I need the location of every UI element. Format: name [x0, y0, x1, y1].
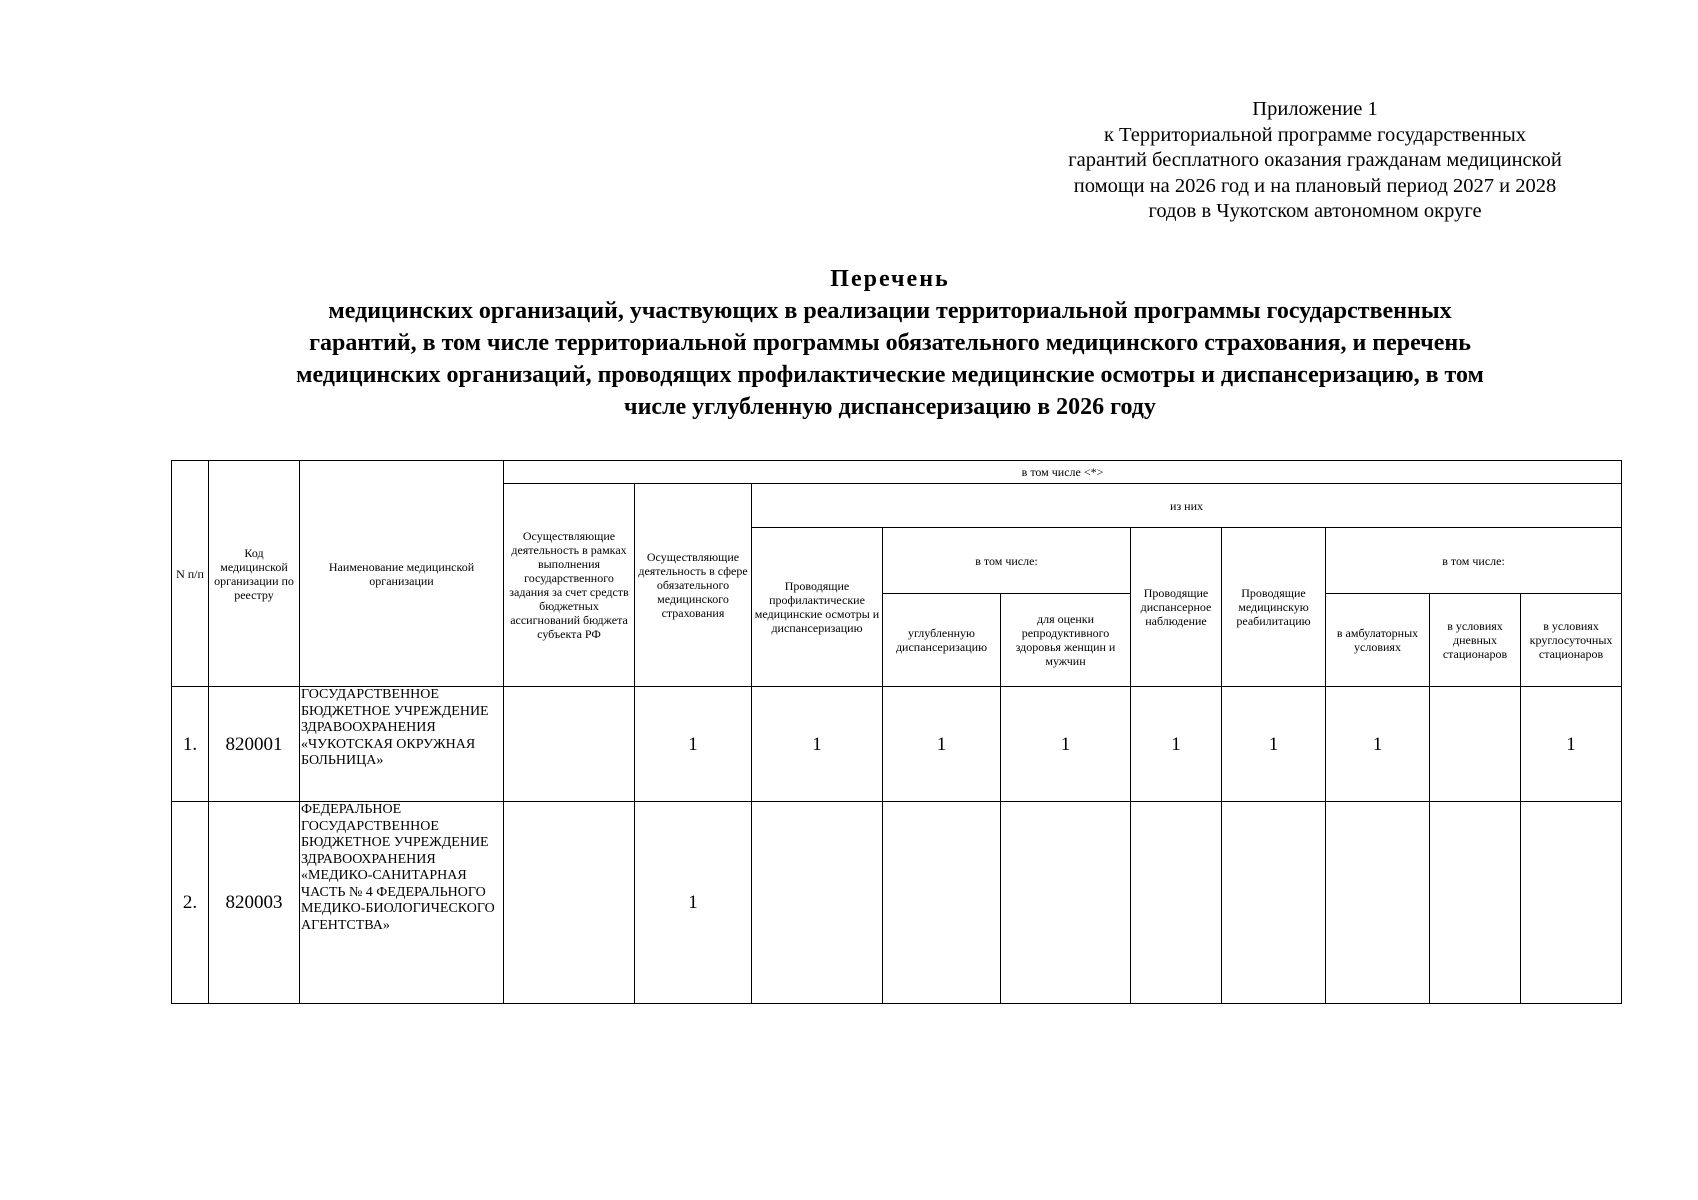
appendix-line: Приложение 1	[1252, 98, 1378, 120]
cell-prof: 1	[752, 687, 883, 802]
header-including-2: в том числе:	[1326, 528, 1622, 594]
cell-round	[1521, 802, 1622, 1004]
cell-budget	[504, 802, 635, 1004]
header-prof: Проводящие профилактические медицинские осмотры и диспансеризацию	[752, 528, 883, 687]
title-line: медицинских организаций, участвующих в реализации территориальной программы государственных	[328, 298, 1452, 324]
appendix-header	[985, 97, 1645, 225]
appendix-line: к Территориальной программе государственных	[1103, 123, 1527, 146]
cell-day	[1430, 802, 1521, 1004]
header-deep: углубленную диспансеризацию	[883, 594, 1001, 687]
header-including: в том числе <*>	[504, 461, 1622, 484]
title-line: Перечень	[830, 266, 950, 292]
cell-disp	[1131, 802, 1222, 1004]
header-of-them: из них	[752, 484, 1622, 528]
header-repro: для оценки репродуктивного здоровья женщин и мужчин	[1001, 594, 1131, 687]
header-day: в условиях дневных стационаров	[1430, 594, 1521, 687]
cell-round: 1	[1521, 687, 1622, 802]
header-rehab: Проводящие медицинскую реабилитацию	[1222, 528, 1326, 687]
cell-budget	[504, 687, 635, 802]
cell-deep	[883, 802, 1001, 1004]
cell-rehab: 1	[1222, 687, 1326, 802]
header-name: Наименование медицинской организации	[300, 461, 504, 687]
title-line: медицинских организаций, проводящих профилактические медицинские осмотры и диспансеризацию, в том	[296, 362, 1484, 388]
cell-rehab	[1222, 802, 1326, 1004]
cell-code: 820003	[209, 802, 300, 1004]
organizations-table	[171, 460, 1622, 1004]
header-oms: Осуществляющие деятельность в сфере обязательного медицинского страхования	[635, 484, 752, 687]
title-line: гарантий, в том числе территориальной программы обязательного медицинского страхования, и перечень	[309, 330, 1471, 356]
cell-num: 2.	[172, 802, 209, 1004]
header-disp: Проводящие диспансерное наблюдение	[1131, 528, 1222, 687]
document-title	[160, 263, 1620, 423]
cell-repro	[1001, 802, 1131, 1004]
header-round: в условиях круглосуточных стационаров	[1521, 594, 1622, 687]
cell-name: ФЕДЕРАЛЬНОЕ ГОСУДАРСТВЕННОЕ БЮДЖЕТНОЕ УЧРЕЖДЕНИЕ ЗДРАВООХРАНЕНИЯ «МЕДИКО-САНИТАРНАЯ ЧАСТЬ № 4 ФЕДЕРАЛЬНОГО МЕДИКО-БИОЛОГИЧЕСКОГО АГЕНТСТВА»	[300, 802, 504, 1004]
cell-oms: 1	[635, 802, 752, 1004]
title-line: числе углубленную диспансеризацию в 2026 году	[624, 394, 1156, 420]
header-code: Код медицинской организации по реестру	[209, 461, 300, 687]
header-ambul: в амбулаторных условиях	[1326, 594, 1430, 687]
cell-day	[1430, 687, 1521, 802]
cell-oms: 1	[635, 687, 752, 802]
header-num: N п/п	[172, 461, 209, 687]
appendix-line: годов в Чукотском автономном округе	[1148, 200, 1482, 222]
table-row	[172, 802, 1622, 1004]
appendix-line: гарантий бесплатного оказания гражданам медицинской	[1068, 149, 1562, 171]
cell-prof	[752, 802, 883, 1004]
cell-num: 1.	[172, 687, 209, 802]
cell-name: ГОСУДАРСТВЕННОЕ БЮДЖЕТНОЕ УЧРЕЖДЕНИЕ ЗДРАВООХРАНЕНИЯ «ЧУКОТСКАЯ ОКРУЖНАЯ БОЛЬНИЦА»	[300, 687, 504, 802]
cell-repro: 1	[1001, 687, 1131, 802]
cell-disp: 1	[1131, 687, 1222, 802]
appendix-line: помощи на 2026 год и на плановый период 2027 и 2028	[1073, 174, 1557, 197]
cell-ambul: 1	[1326, 687, 1430, 802]
header-including-1: в том числе:	[883, 528, 1131, 594]
table-row	[172, 687, 1622, 802]
cell-deep: 1	[883, 687, 1001, 802]
cell-ambul	[1326, 802, 1430, 1004]
cell-code: 820001	[209, 687, 300, 802]
header-budget: Осуществляющие деятельность в рамках выполнения государственного задания за счет средств бюджетных ассигнований бюджета субъекта РФ	[504, 484, 635, 687]
